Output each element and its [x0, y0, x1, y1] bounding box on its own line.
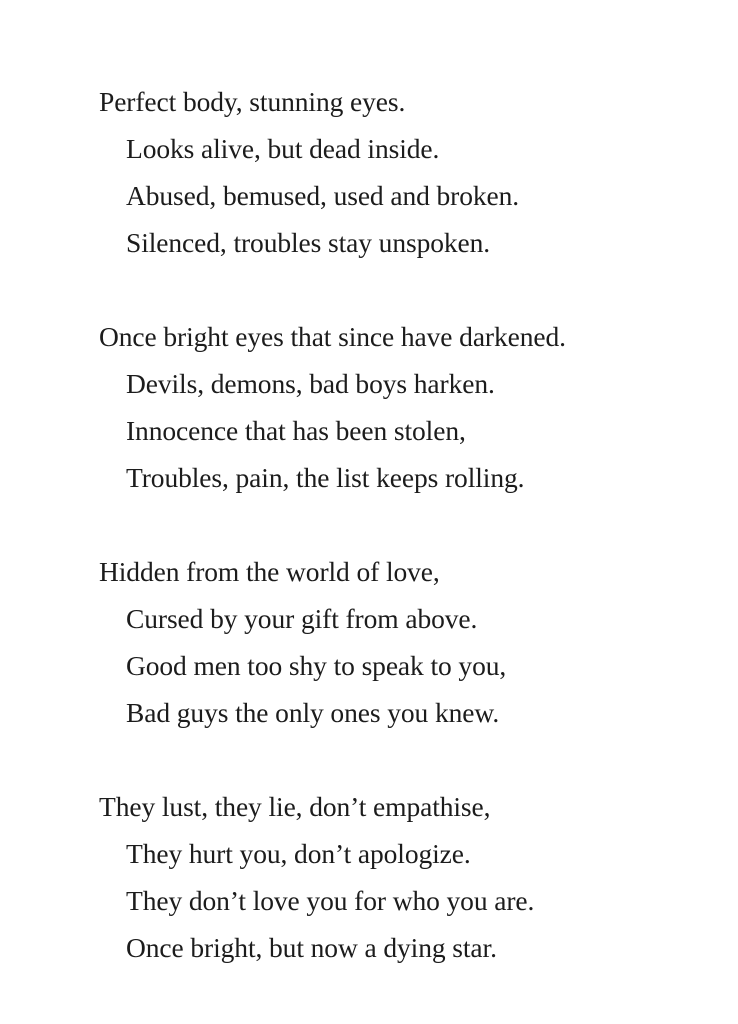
poem [99, 78, 719, 1018]
poem-line: Silenced, troubles stay unspoken. [126, 227, 491, 258]
stanza-1 [99, 78, 719, 266]
poem-line: Devils, demons, bad boys harken. [126, 368, 495, 399]
poem-line: Perfect body, stunning eyes. [99, 86, 406, 117]
stanza-3 [99, 548, 719, 736]
poem-line: They hurt you, don’t apologize. [126, 838, 471, 869]
stanza-4 [99, 783, 719, 971]
stanza-2 [99, 313, 719, 501]
poem-line: Cursed by your gift from above. [126, 603, 478, 634]
poem-line: They don’t love you for who you are. [126, 885, 535, 916]
poem-line: Hidden from the world of love, [99, 556, 440, 587]
poem-line: Once bright, but now a dying star. [126, 932, 497, 963]
poem-line: Once bright eyes that since have darkened. [99, 321, 566, 352]
poem-line: Bad guys the only ones you knew. [126, 697, 500, 728]
poem-line: Looks alive, but dead inside. [126, 133, 440, 164]
poem-line: Good men too shy to speak to you, [126, 650, 507, 681]
poem-line: Troubles, pain, the list keeps rolling. [126, 462, 525, 493]
poem-line: Innocence that has been stolen, [126, 415, 466, 446]
poem-line: Abused, bemused, used and broken. [126, 180, 520, 211]
poem-line: They lust, they lie, don’t empathise, [99, 791, 491, 822]
